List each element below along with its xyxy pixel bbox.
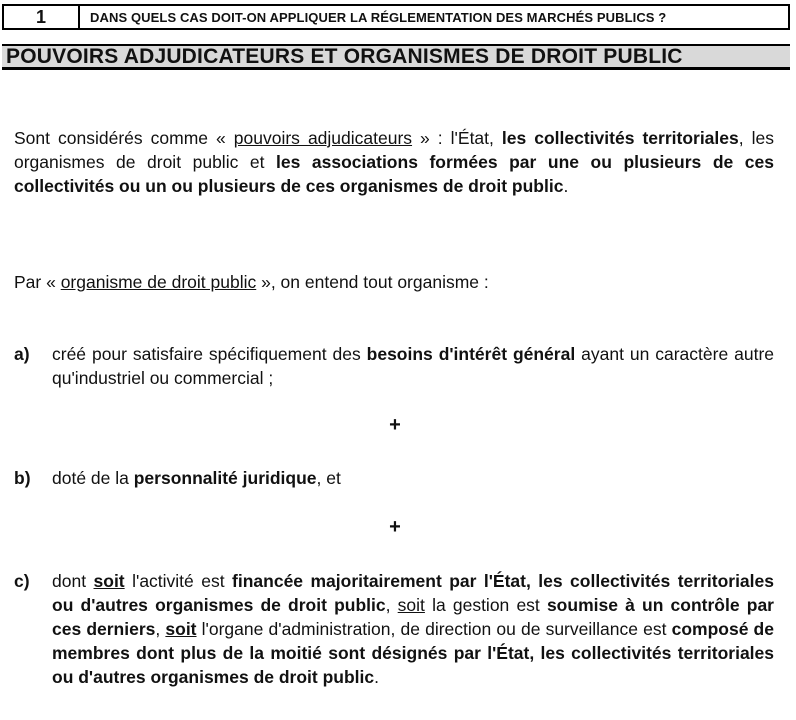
criterion-letter: c)	[14, 571, 30, 591]
text-span: l'activité est	[124, 571, 233, 591]
bold-span: composé de membres dont plus de la moitié sont désignés par l'État, les collectivités territoriales ou d'autres organismes de droit public	[52, 619, 774, 687]
chapter-number: 1	[4, 6, 80, 28]
text-span: Sont considérés comme «	[14, 128, 234, 148]
criterion-text	[52, 342, 774, 390]
bold-span: personnalité juridique	[133, 468, 317, 488]
criterion-a	[14, 342, 774, 390]
bold-underlined-span: soit	[93, 571, 125, 591]
text-span: , et	[316, 468, 341, 488]
bold-underlined-span: soit	[165, 619, 197, 639]
text-span: créé pour satisfaire spécifiquement des	[52, 344, 367, 364]
bold-span: soumise à un contrôle par ces derniers	[52, 595, 774, 639]
chapter-header	[2, 4, 790, 30]
criterion-text	[52, 466, 774, 490]
text-span: » : l'État,	[412, 128, 502, 148]
section-title: POUVOIRS ADJUDICATEURS ET ORGANISMES DE DROIT PUBLIC	[2, 44, 790, 70]
criterion-letter: b)	[14, 468, 31, 488]
term-pouvoirs-adjudicateurs: pouvoirs adjudicateurs	[233, 128, 413, 148]
criterion-text	[52, 569, 774, 689]
criterion-letter: a)	[14, 344, 30, 364]
text-span: l'organe d'administration, de direction ou de surveillance est	[196, 619, 672, 639]
underlined-span: soit	[397, 595, 425, 615]
text-span: dont	[52, 571, 94, 591]
text-span: ,	[385, 595, 398, 615]
text-span: .	[563, 176, 569, 196]
bold-span: besoins d'intérêt général	[366, 344, 576, 364]
text-span: », on entend tout organisme :	[256, 272, 489, 292]
paragraph-organisme-droit-public	[14, 270, 774, 294]
bold-span: les associations formées par une ou plusieurs de ces collectivités ou un ou plusieurs de ces organismes de droit public	[14, 152, 774, 196]
criterion-b	[14, 466, 774, 490]
term-organisme-de-droit-public: organisme de droit public	[60, 272, 257, 292]
text-span: , les organismes de droit public et	[14, 128, 774, 172]
plus-sign: +	[389, 414, 401, 436]
text-span: la gestion est	[424, 595, 547, 615]
paragraph-pouvoirs-adjudicateurs	[14, 126, 774, 198]
text-span: .	[374, 667, 380, 687]
text-span: ,	[155, 619, 166, 639]
criterion-c	[14, 569, 774, 689]
bold-span: financée majoritairement par l'État, les collectivités territoriales ou d'autres organismes de droit public	[52, 571, 774, 615]
chapter-title: DANS QUELS CAS DOIT-ON APPLIQUER LA RÉGLEMENTATION DES MARCHÉS PUBLICS ?	[90, 9, 667, 25]
bold-span: les collectivités territoriales	[501, 128, 739, 148]
text-span: Par «	[14, 272, 61, 292]
text-span: ayant un caractère autre qu'industriel ou commercial ;	[52, 344, 775, 388]
plus-sign: +	[389, 516, 401, 538]
text-span: doté de la	[52, 468, 134, 488]
